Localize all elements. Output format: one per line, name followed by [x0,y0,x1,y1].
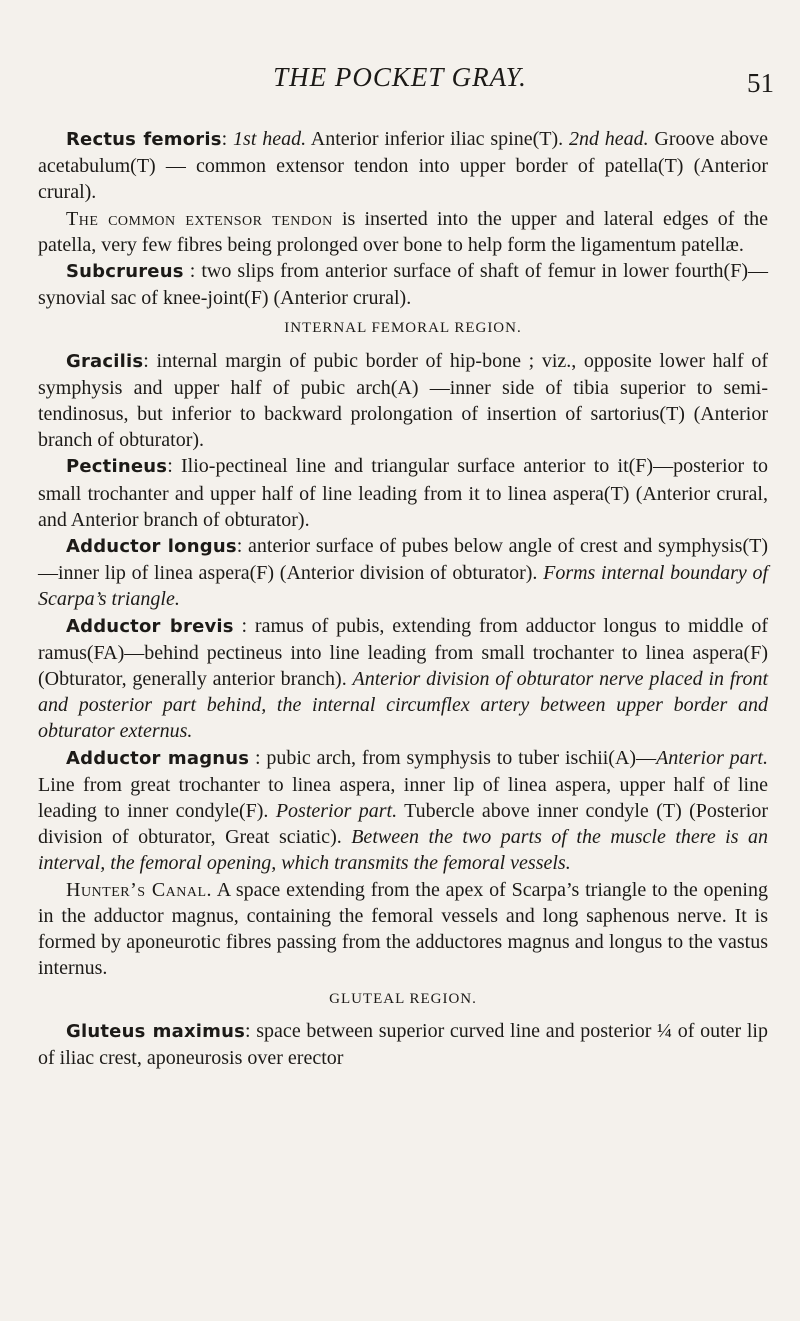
body-text: Anterior inferior iliac spine(T). [306,128,569,150]
italic-text: 2nd head. [568,128,649,150]
body-text: : pubic arch, from symphysis to tuber ischii(A)— [249,746,657,769]
paragraph-common-extensor-tendon [38,206,768,258]
paragraph-subcrureus [38,258,768,311]
paragraph-adductor-longus [38,533,768,613]
italic-text: Between the two parts of the muscle there is an interval, the femoral opening, which transmits the femoral vessels. [38,826,769,875]
body-text: : [221,128,234,150]
muscle-name: Subcrureus [66,261,184,283]
italic-text: Anterior division of obturator nerve placed in front and posterior part behind, the internal circumflex artery between upper border and obturator externus. [38,668,768,743]
body-text: Line from great trochanter to linea aspera, inner lip of linea aspera, upper half of line leading to inner condyle(F). [38,773,768,823]
body-text: : internal margin of pubic border of hip-bone ; viz., opposite lower half of symphysis and upper half of pubic arch(A) —inner side of tibia superior to semi-tendinosus, but inferior to backward prolongation of insertion of sartorius(T) (Anterior branch of obturator). [38,349,768,452]
section-heading: INTERNAL FEMORAL REGION. [284,320,522,337]
body-text: : two slips from anterior surface of shaft of femur in lower fourth(F)—synovial sac of knee-joint(F) (Anterior crural). [38,260,768,310]
muscle-name: Gracilis [66,350,144,372]
running-head: THE POCKET GRAY. [273,62,527,92]
muscle-name: Pectineus [66,456,168,478]
paragraph-hunters-canal [38,877,768,982]
muscle-name: Adductor brevis [66,615,234,637]
paragraph-pectineus [38,453,768,533]
body-text: A space extending from the apex of Scarpa’s triangle to the opening in the adductor magnus, containing the femoral vessels and long saphenous nerve. It is formed by aponeurotic fibres passing from the adductores magnus and longus to the vastus internus. [38,878,768,980]
muscle-name: Gluteus maximus [66,1020,246,1042]
smallcaps-text: Hunter’s Canal. [66,878,213,901]
page-body [38,126,768,1071]
italic-text: Posterior part. [275,800,398,823]
paragraph-rectus-femoris [38,126,768,206]
body-text: is inserted into the upper and lateral edges of the patella, very few fibres being prolonged over bone to help form the ligamentum patellæ. [38,207,769,256]
paragraph-adductor-brevis [38,613,768,745]
body-text: : space between superior curved line and posterior ¼ of outer lip of iliac crest, aponeurosis over erector [38,1019,768,1069]
body-text: : anterior surface of pubes below angle of crest and symphysis(T)—inner lip of linea aspera(F) (Anterior division of obturator). [38,535,769,585]
italic-text: 1st head. [233,128,307,150]
paragraph-adductor-magnus [38,745,768,877]
smallcaps-text: The common extensor tendon [66,207,333,230]
body-text: : Ilio-pectineal line and triangular surface anterior to it(F)—posterior to small trochanter and upper half of line leading from it to linea aspera(T) (Anterior crural, and Anterior branch of obturator). [38,455,768,531]
paragraph-gluteus-maximus [38,1018,768,1071]
muscle-name: Adductor magnus [66,747,250,769]
italic-text: Anterior part. [656,746,768,769]
italic-text: Forms internal boundary of Scarpa’s triangle. [38,562,769,611]
muscle-name: Rectus femoris [66,129,222,150]
section-heading: GLUTEAL REGION. [329,990,477,1007]
body-text: Groove above acetabulum(T) — common extensor tendon into upper border of patella(T) (Anterior crural). [38,128,768,204]
muscle-name: Adductor longus [66,536,237,558]
body-text: : ramus of pubis, extending from adductor longus to middle of ramus(FA)—behind pectineus into line leading from small trochanter to linea aspera(F) (Obturator, generally anterior branch). [38,614,768,691]
body-text: Tubercle above inner condyle (T) (Posterior division of obturator, Great sciatic). [38,800,768,849]
paragraph-gracilis [38,348,768,454]
page-number: 51 [747,68,774,98]
